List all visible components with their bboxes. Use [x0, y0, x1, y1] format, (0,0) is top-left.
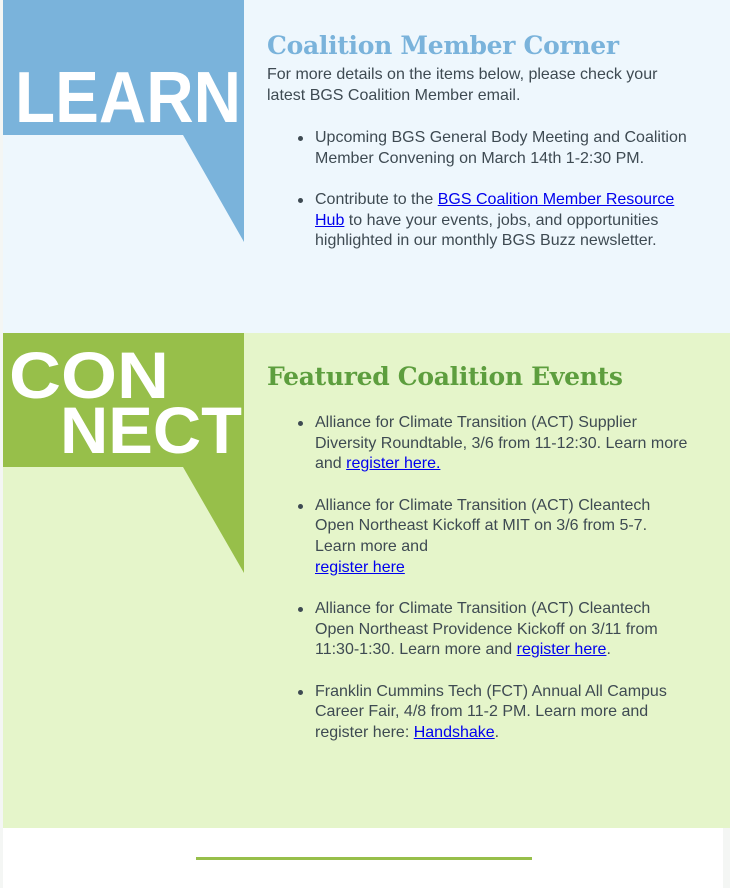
item-text: to have your events, jobs, and opportunities highlighted in our monthly BGS Buzz newsletter. — [315, 211, 659, 250]
section-divider — [196, 857, 532, 860]
list-item — [315, 413, 690, 475]
connect-section — [3, 333, 730, 828]
item-text: . — [494, 723, 500, 741]
footer-section — [3, 828, 723, 888]
handshake-link[interactable]: Handshake — [413, 723, 495, 741]
register-link[interactable]: register here — [315, 558, 405, 576]
register-link[interactable]: register here — [516, 641, 607, 659]
events-list — [267, 413, 690, 744]
learn-badge-text: LEARN — [15, 58, 241, 138]
item-text: Alliance for Climate Transition (ACT) Cleantech Open Northeast Providence Kickoff on 3/11 from 11:30-1:30. Learn more and — [315, 599, 658, 659]
item-text: Contribute to the — [315, 190, 438, 208]
item-text: Upcoming BGS General Body Meeting and Coalition Member Convening on March 14th 1-2:30 PM. — [315, 129, 687, 167]
learn-section — [3, 0, 730, 333]
list-item — [315, 682, 690, 744]
list-item — [315, 496, 690, 579]
connect-badge — [3, 333, 244, 573]
connect-badge-line2: NECT — [60, 393, 243, 467]
learn-title: Coalition Member Corner — [267, 31, 619, 60]
connect-badge-line1: CON — [9, 338, 169, 412]
learn-content — [267, 30, 690, 273]
resource-hub-link[interactable]: BGS Coalition Member Resource Hub — [315, 190, 675, 229]
list-item — [315, 190, 690, 252]
learn-list — [267, 128, 690, 252]
register-link[interactable]: register here. — [346, 455, 441, 473]
item-text: Alliance for Climate Transition (ACT) Cleantech Open Northeast Kickoff at MIT on 3/6 from 5-7. Learn more and — [315, 496, 651, 556]
item-text: . — [606, 641, 611, 659]
connect-content — [267, 361, 690, 764]
list-item — [315, 128, 690, 169]
item-text: Franklin Cummins Tech (FCT) Annual All Campus Career Fair, 4/8 from 11-2 PM. Learn more and register here: — [315, 682, 667, 741]
learn-intro: For more details on the items below, please check your latest BGS Coalition Member email. — [267, 66, 658, 104]
learn-badge — [3, 0, 244, 242]
item-text: Alliance for Climate Transition (ACT) Supplier Diversity Roundtable, 3/6 from 11-12:30. Learn more and — [315, 414, 688, 473]
connect-title: Featured Coalition Events — [267, 362, 623, 391]
list-item — [315, 599, 690, 661]
